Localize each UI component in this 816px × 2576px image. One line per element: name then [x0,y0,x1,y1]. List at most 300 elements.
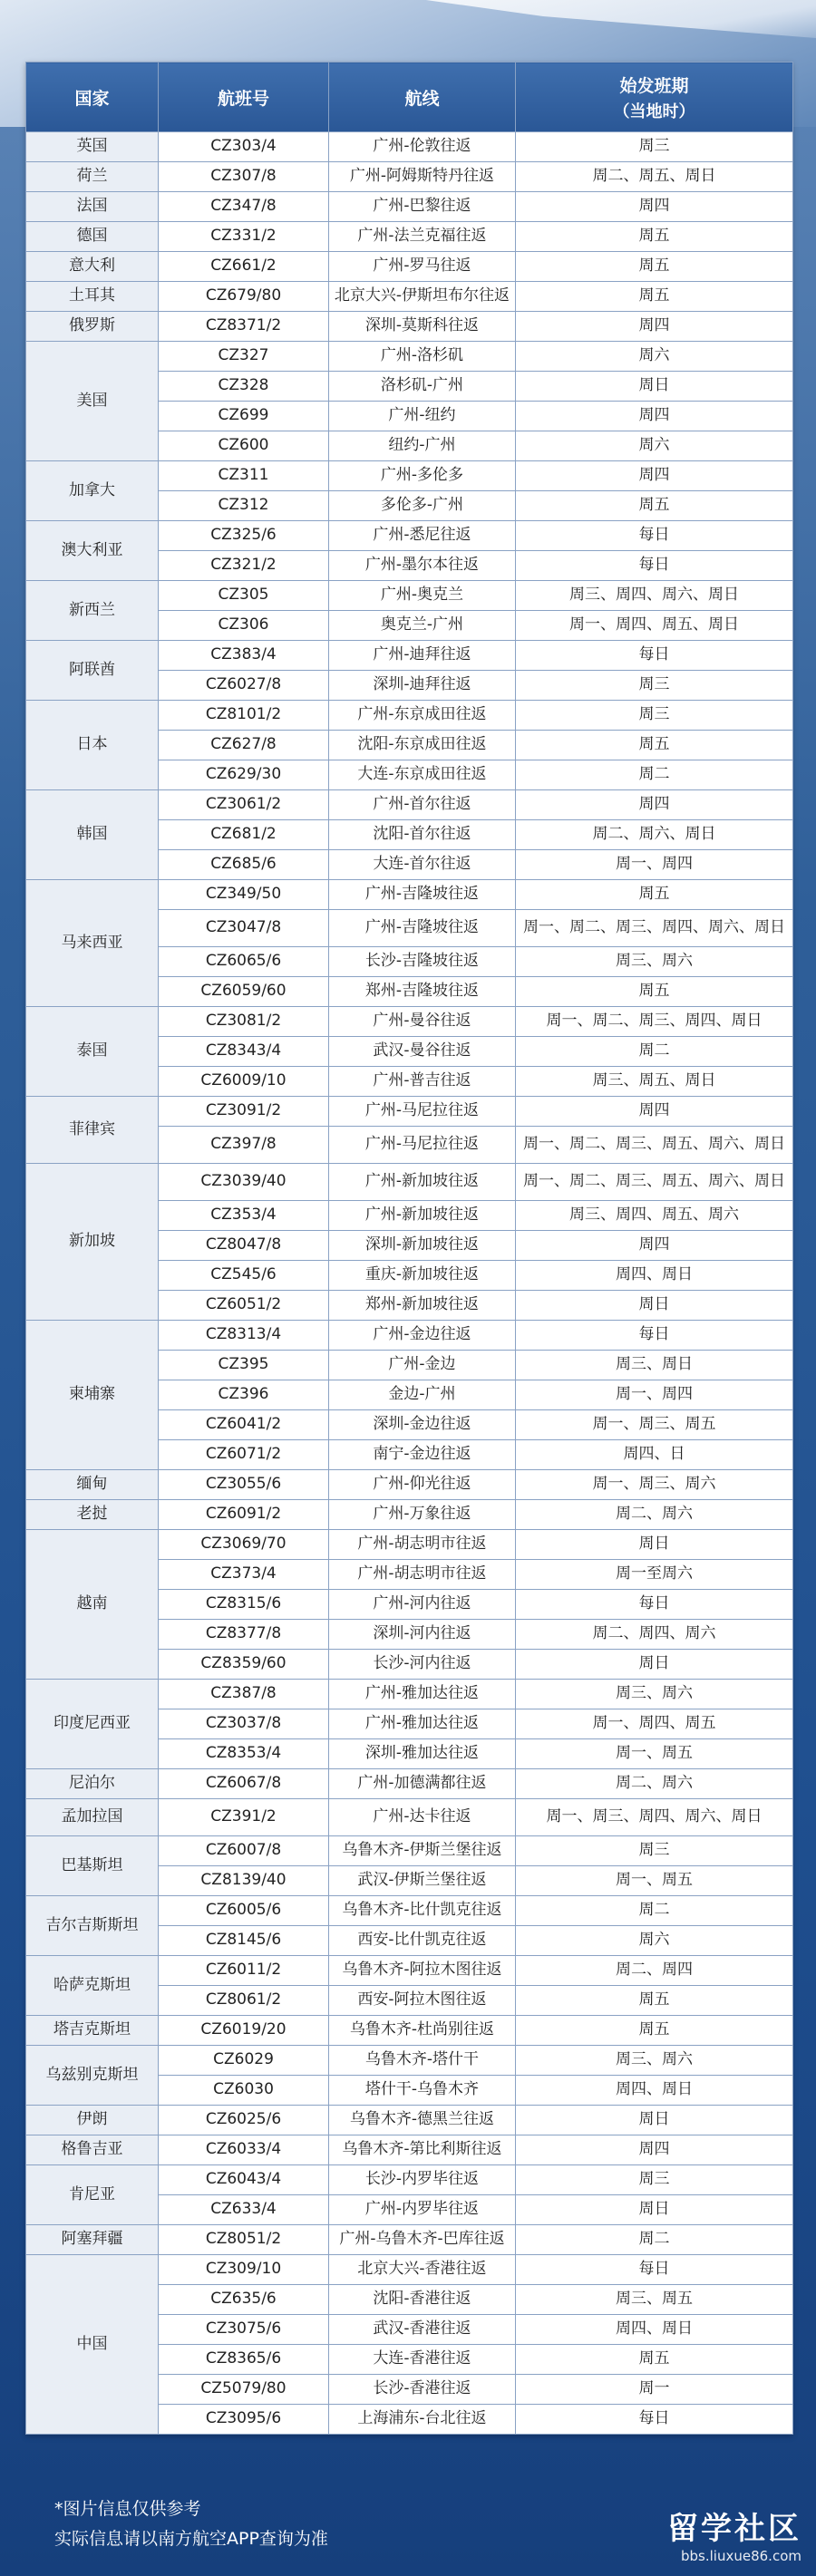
route-cell: 乌鲁木齐-比什凯克往返 [329,1896,516,1926]
header-route: 航线 [329,63,516,132]
flight-number-cell: CZ8313/4 [159,1321,329,1351]
country-cell: 中国 [26,2255,159,2435]
table-row [26,2106,793,2135]
flight-number-cell: CZ387/8 [159,1680,329,1709]
route-cell: 武汉-香港往返 [329,2315,516,2345]
days-cell: 周五 [516,880,793,910]
flight-number-cell: CZ8371/2 [159,312,329,342]
flight-number-cell: CZ8139/40 [159,1866,329,1896]
country-cell: 尼泊尔 [26,1769,159,1799]
country-cell: 格鲁吉亚 [26,2135,159,2165]
flight-number-cell: CZ3037/8 [159,1709,329,1739]
table-row [26,880,793,910]
flight-number-cell: CZ8047/8 [159,1231,329,1261]
days-cell: 周四、日 [516,1440,793,1470]
flight-number-cell: CZ309/10 [159,2255,329,2285]
route-cell: 西安-比什凯克往返 [329,1926,516,1956]
route-cell: 金边-广州 [329,1380,516,1410]
flight-number-cell: CZ8353/4 [159,1739,329,1769]
days-cell: 周一、周二、周三、周五、周六、周日 [516,1127,793,1164]
days-cell: 周二、周五、周日 [516,162,793,192]
header-days [516,63,793,132]
table-row [26,282,793,312]
route-cell: 武汉-伊斯兰堡往返 [329,1866,516,1896]
flight-number-cell: CZ6025/6 [159,2106,329,2135]
route-cell: 广州-阿姆斯特丹往返 [329,162,516,192]
route-cell: 塔什干-乌鲁木齐 [329,2076,516,2106]
header-days-title: 始发班期 [619,75,689,96]
days-cell: 周二 [516,760,793,790]
country-cell: 德国 [26,222,159,252]
days-cell: 周四 [516,402,793,431]
watermark-url: bbs.liuxue86.com [681,2548,801,2564]
route-cell: 广州-达卡往返 [329,1799,516,1836]
route-cell: 广州-吉隆坡往返 [329,910,516,947]
route-cell: 广州-乌鲁木齐-巴库往返 [329,2225,516,2255]
country-cell: 老挝 [26,1500,159,1530]
flight-number-cell: CZ699 [159,402,329,431]
flight-number-cell: CZ8145/6 [159,1926,329,1956]
table-row [26,1836,793,1866]
header-days-subtitle: （当地时） [613,102,695,121]
country-cell: 塔吉克斯坦 [26,2016,159,2046]
flight-number-cell: CZ396 [159,1380,329,1410]
flight-number-cell: CZ306 [159,611,329,641]
route-cell: 广州-胡志明市往返 [329,1560,516,1590]
route-cell: 西安-阿拉木图往返 [329,1986,516,2016]
country-cell: 新西兰 [26,581,159,641]
days-cell: 周三、周五、周日 [516,1067,793,1097]
table-row [26,701,793,731]
days-cell: 周一 [516,2375,793,2405]
table-row [26,132,793,162]
flight-number-cell: CZ3039/40 [159,1164,329,1201]
days-cell: 每日 [516,1590,793,1620]
route-cell: 广州-多伦多 [329,461,516,491]
table-row [26,162,793,192]
flight-number-cell: CZ8101/2 [159,701,329,731]
route-cell: 深圳-金边往返 [329,1410,516,1440]
days-cell: 每日 [516,641,793,671]
flight-number-cell: CZ6027/8 [159,671,329,701]
country-cell: 伊朗 [26,2106,159,2135]
country-cell: 俄罗斯 [26,312,159,342]
route-cell: 广州-法兰克福往返 [329,222,516,252]
table-row [26,2255,793,2285]
route-cell: 广州-伦敦往返 [329,132,516,162]
days-cell: 周五 [516,491,793,521]
route-cell: 乌鲁木齐-第比利斯往返 [329,2135,516,2165]
flight-number-cell: CZ6005/6 [159,1896,329,1926]
days-cell: 周二、周四、周六 [516,1620,793,1650]
flight-number-cell: CZ3081/2 [159,1007,329,1037]
flight-number-cell: CZ8359/60 [159,1650,329,1680]
days-cell: 周一、周四、周五 [516,1709,793,1739]
footnote-line-2: 实际信息请以南方航空APP查询为准 [54,2529,328,2549]
route-cell: 广州-雅加达往返 [329,1709,516,1739]
flight-number-cell: CZ6030 [159,2076,329,2106]
route-cell: 乌鲁木齐-塔什干 [329,2046,516,2076]
days-cell: 周二、周六 [516,1769,793,1799]
header-flight: 航班号 [159,63,329,132]
days-cell: 周日 [516,1530,793,1560]
days-cell: 周五 [516,252,793,282]
flight-number-cell: CZ5079/80 [159,2375,329,2405]
route-cell: 乌鲁木齐-杜尚别往返 [329,2016,516,2046]
flight-number-cell: CZ303/4 [159,132,329,162]
flight-number-cell: CZ325/6 [159,521,329,551]
country-cell: 吉尔吉斯斯坦 [26,1896,159,1956]
route-cell: 广州-悉尼往返 [329,521,516,551]
flight-number-cell: CZ6007/8 [159,1836,329,1866]
days-cell: 周一、周二、周三、周四、周日 [516,1007,793,1037]
days-cell: 周一、周二、周三、周五、周六、周日 [516,1164,793,1201]
route-cell: 长沙-内罗毕往返 [329,2165,516,2195]
flight-number-cell: CZ681/2 [159,820,329,850]
route-cell: 广州-马尼拉往返 [329,1127,516,1164]
flight-number-cell: CZ3075/6 [159,2315,329,2345]
table-row [26,2225,793,2255]
route-cell: 广州-普吉往返 [329,1067,516,1097]
flight-number-cell: CZ3061/2 [159,790,329,820]
table-row [26,252,793,282]
flight-number-cell: CZ327 [159,342,329,372]
days-cell: 周三、周六 [516,1680,793,1709]
flight-number-cell: CZ331/2 [159,222,329,252]
country-cell: 韩国 [26,790,159,880]
route-cell: 广州-新加坡往返 [329,1201,516,1231]
flight-number-cell: CZ8343/4 [159,1037,329,1067]
route-cell: 深圳-河内往返 [329,1620,516,1650]
table-row [26,461,793,491]
country-cell: 加拿大 [26,461,159,521]
days-cell: 周六 [516,1926,793,1956]
flight-number-cell: CZ307/8 [159,162,329,192]
days-cell: 周五 [516,1986,793,2016]
country-cell: 阿塞拜疆 [26,2225,159,2255]
route-cell: 广州-首尔往返 [329,790,516,820]
country-cell: 柬埔寨 [26,1321,159,1470]
country-cell: 印度尼西亚 [26,1680,159,1769]
route-cell: 广州-马尼拉往返 [329,1097,516,1127]
footnote [54,2494,328,2554]
flight-number-cell: CZ6029 [159,2046,329,2076]
country-cell: 马来西亚 [26,880,159,1007]
days-cell: 周三、周五 [516,2285,793,2315]
table-row [26,192,793,222]
days-cell: 周三、周四、周六、周日 [516,581,793,611]
route-cell: 上海浦东-台北往返 [329,2405,516,2435]
table-row [26,1007,793,1037]
country-cell: 泰国 [26,1007,159,1097]
days-cell: 周五 [516,731,793,760]
route-cell: 深圳-新加坡往返 [329,1231,516,1261]
footnote-line-1: *图片信息仅供参考 [54,2499,201,2519]
table-row [26,1769,793,1799]
route-cell: 奥克兰-广州 [329,611,516,641]
table-row [26,342,793,372]
days-cell: 周四 [516,312,793,342]
days-cell: 周二、周六、周日 [516,820,793,850]
flight-number-cell: CZ6033/4 [159,2135,329,2165]
days-cell: 周四、周日 [516,2315,793,2345]
route-cell: 南宁-金边往返 [329,1440,516,1470]
flight-number-cell: CZ391/2 [159,1799,329,1836]
table-row [26,2016,793,2046]
flight-number-cell: CZ328 [159,372,329,402]
table-row [26,790,793,820]
days-cell: 周五 [516,2016,793,2046]
country-cell: 土耳其 [26,282,159,312]
flight-number-cell: CZ3069/70 [159,1530,329,1560]
flight-number-cell: CZ312 [159,491,329,521]
country-cell: 法国 [26,192,159,222]
days-cell: 周一、周四、周五、周日 [516,611,793,641]
country-cell: 缅甸 [26,1470,159,1500]
table-row [26,1799,793,1836]
days-cell: 周日 [516,2106,793,2135]
route-cell: 北京大兴-香港往返 [329,2255,516,2285]
flight-number-cell: CZ6011/2 [159,1956,329,1986]
country-cell: 菲律宾 [26,1097,159,1164]
days-cell: 周日 [516,2195,793,2225]
route-cell: 广州-内罗毕往返 [329,2195,516,2225]
flight-number-cell: CZ627/8 [159,731,329,760]
country-cell: 乌兹别克斯坦 [26,2046,159,2106]
flight-number-cell: CZ6065/6 [159,947,329,977]
days-cell: 周五 [516,222,793,252]
flight-number-cell: CZ3095/6 [159,2405,329,2435]
route-cell: 广州-万象往返 [329,1500,516,1530]
route-cell: 多伦多-广州 [329,491,516,521]
flight-number-cell: CZ8315/6 [159,1590,329,1620]
country-cell: 荷兰 [26,162,159,192]
route-cell: 沈阳-东京成田往返 [329,731,516,760]
route-cell: 广州-纽约 [329,402,516,431]
flight-number-cell: CZ6009/10 [159,1067,329,1097]
route-cell: 大连-东京成田往返 [329,760,516,790]
route-cell: 长沙-香港往返 [329,2375,516,2405]
flight-number-cell: CZ8365/6 [159,2345,329,2375]
route-cell: 洛杉矶-广州 [329,372,516,402]
country-cell: 越南 [26,1530,159,1680]
route-cell: 长沙-河内往返 [329,1650,516,1680]
days-cell: 周四 [516,461,793,491]
days-cell: 周一、周四 [516,1380,793,1410]
days-cell: 周一、周五 [516,1866,793,1896]
flight-schedule-table [25,62,793,2435]
table-header-row [26,63,793,132]
country-cell: 孟加拉国 [26,1799,159,1836]
days-cell: 周六 [516,431,793,461]
flight-number-cell: CZ635/6 [159,2285,329,2315]
country-cell: 新加坡 [26,1164,159,1321]
flight-number-cell: CZ545/6 [159,1261,329,1291]
days-cell: 周四 [516,1231,793,1261]
table-row [26,2135,793,2165]
route-cell: 广州-奥克兰 [329,581,516,611]
days-cell: 周日 [516,372,793,402]
country-cell: 肯尼亚 [26,2165,159,2225]
flight-number-cell: CZ6043/4 [159,2165,329,2195]
days-cell: 每日 [516,551,793,581]
days-cell: 周二、周四 [516,1956,793,1986]
flight-number-cell: CZ395 [159,1351,329,1380]
flight-number-cell: CZ373/4 [159,1560,329,1590]
days-cell: 周日 [516,1291,793,1321]
days-cell: 每日 [516,1321,793,1351]
flight-number-cell: CZ633/4 [159,2195,329,2225]
route-cell: 郑州-新加坡往返 [329,1291,516,1321]
watermark-brand: 留学社区 [667,2511,801,2547]
flight-number-cell: CZ305 [159,581,329,611]
days-cell: 每日 [516,2405,793,2435]
route-cell: 乌鲁木齐-阿拉木图往返 [329,1956,516,1986]
days-cell: 周三 [516,1836,793,1866]
days-cell: 周三 [516,2165,793,2195]
flight-number-cell: CZ3055/6 [159,1470,329,1500]
route-cell: 沈阳-首尔往返 [329,820,516,850]
flight-number-cell: CZ6091/2 [159,1500,329,1530]
flight-number-cell: CZ353/4 [159,1201,329,1231]
days-cell: 周三、周六 [516,2046,793,2076]
flight-number-cell: CZ349/50 [159,880,329,910]
table-row [26,312,793,342]
days-cell: 周一至周六 [516,1560,793,1590]
days-cell: 周一、周三、周四、周六、周日 [516,1799,793,1836]
days-cell: 周五 [516,977,793,1007]
header-country: 国家 [26,63,159,132]
route-cell: 广州-洛杉矶 [329,342,516,372]
route-cell: 广州-河内往返 [329,1590,516,1620]
flight-number-cell: CZ679/80 [159,282,329,312]
days-cell: 每日 [516,2255,793,2285]
table-row [26,1500,793,1530]
days-cell: 周一、周五 [516,1739,793,1769]
days-cell: 周二 [516,1896,793,1926]
route-cell: 广州-加德满都往返 [329,1769,516,1799]
flight-schedule-table-container [25,62,792,2435]
days-cell: 周四、周日 [516,1261,793,1291]
days-cell: 周日 [516,1650,793,1680]
flight-number-cell: CZ6019/20 [159,2016,329,2046]
route-cell: 广州-吉隆坡往返 [329,880,516,910]
route-cell: 纽约-广州 [329,431,516,461]
table-row [26,1470,793,1500]
table-row [26,1680,793,1709]
days-cell: 周四 [516,192,793,222]
days-cell: 周四、周日 [516,2076,793,2106]
flight-number-cell: CZ6059/60 [159,977,329,1007]
days-cell: 周二 [516,2225,793,2255]
route-cell: 广州-胡志明市往返 [329,1530,516,1560]
flight-number-cell: CZ600 [159,431,329,461]
days-cell: 每日 [516,521,793,551]
route-cell: 乌鲁木齐-伊斯兰堡往返 [329,1836,516,1866]
days-cell: 周三 [516,671,793,701]
flight-number-cell: CZ8377/8 [159,1620,329,1650]
days-cell: 周四 [516,1097,793,1127]
route-cell: 广州-曼谷往返 [329,1007,516,1037]
country-cell: 意大利 [26,252,159,282]
table-row [26,1530,793,1560]
days-cell: 周二 [516,1037,793,1067]
days-cell: 周四 [516,2135,793,2165]
flight-number-cell: CZ347/8 [159,192,329,222]
route-cell: 重庆-新加坡往返 [329,1261,516,1291]
country-cell: 澳大利亚 [26,521,159,581]
country-cell: 英国 [26,132,159,162]
table-row [26,641,793,671]
route-cell: 大连-首尔往返 [329,850,516,880]
country-cell: 日本 [26,701,159,790]
days-cell: 周三 [516,701,793,731]
route-cell: 沈阳-香港往返 [329,2285,516,2315]
country-cell: 阿联酋 [26,641,159,701]
flight-number-cell: CZ397/8 [159,1127,329,1164]
route-cell: 长沙-吉隆坡往返 [329,947,516,977]
flight-number-cell: CZ3047/8 [159,910,329,947]
table-body [26,132,793,2435]
flight-number-cell: CZ311 [159,461,329,491]
flight-number-cell: CZ3091/2 [159,1097,329,1127]
table-row [26,1164,793,1201]
flight-number-cell: CZ321/2 [159,551,329,581]
days-cell: 周五 [516,282,793,312]
route-cell: 北京大兴-伊斯坦布尔往返 [329,282,516,312]
route-cell: 广州-迪拜往返 [329,641,516,671]
route-cell: 深圳-迪拜往返 [329,671,516,701]
route-cell: 广州-仰光往返 [329,1470,516,1500]
flight-number-cell: CZ8051/2 [159,2225,329,2255]
flight-number-cell: CZ6051/2 [159,1291,329,1321]
table-row [26,222,793,252]
flight-number-cell: CZ6041/2 [159,1410,329,1440]
route-cell: 广州-雅加达往返 [329,1680,516,1709]
route-cell: 郑州-吉隆坡往返 [329,977,516,1007]
country-cell: 巴基斯坦 [26,1836,159,1896]
days-cell: 周一、周四 [516,850,793,880]
flight-number-cell: CZ6071/2 [159,1440,329,1470]
route-cell: 广州-新加坡往返 [329,1164,516,1201]
days-cell: 周三、周日 [516,1351,793,1380]
flight-number-cell: CZ6067/8 [159,1769,329,1799]
route-cell: 深圳-莫斯科往返 [329,312,516,342]
days-cell: 周二、周六 [516,1500,793,1530]
table-row [26,521,793,551]
flight-number-cell: CZ685/6 [159,850,329,880]
table-row [26,1896,793,1926]
flight-number-cell: CZ629/30 [159,760,329,790]
route-cell: 乌鲁木齐-德黑兰往返 [329,2106,516,2135]
route-cell: 深圳-雅加达往返 [329,1739,516,1769]
table-row [26,2046,793,2076]
days-cell: 周三、周六 [516,947,793,977]
days-cell: 周一、周三、周六 [516,1470,793,1500]
route-cell: 武汉-曼谷往返 [329,1037,516,1067]
route-cell: 大连-香港往返 [329,2345,516,2375]
table-row [26,1321,793,1351]
table-row [26,1956,793,1986]
route-cell: 广州-墨尔本往返 [329,551,516,581]
flight-number-cell: CZ661/2 [159,252,329,282]
days-cell: 周一、周三、周五 [516,1410,793,1440]
route-cell: 广州-东京成田往返 [329,701,516,731]
days-cell: 周五 [516,2345,793,2375]
days-cell: 周四 [516,790,793,820]
country-cell: 美国 [26,342,159,461]
watermark [667,2503,801,2564]
